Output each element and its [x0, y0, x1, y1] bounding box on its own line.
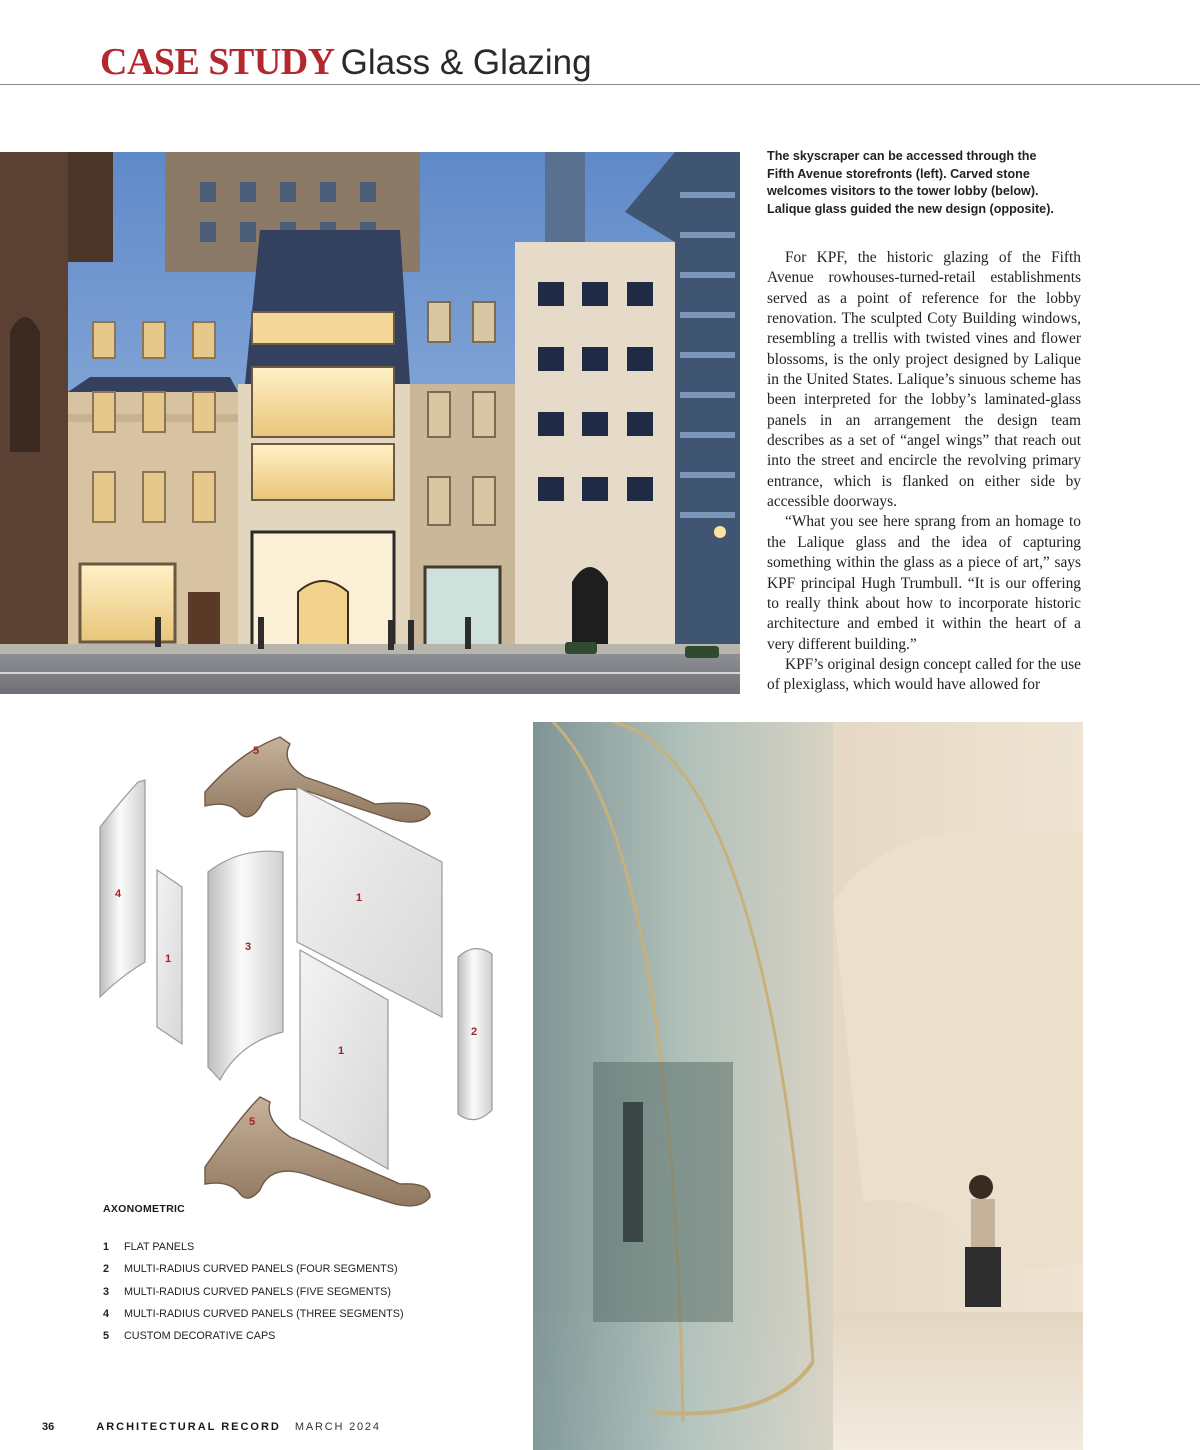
kicker: CASE STUDY [100, 41, 335, 83]
tag-label: 1 [165, 953, 172, 965]
lobby-photo [533, 722, 1083, 1450]
header-rule [0, 84, 1200, 85]
legend-label: MULTI-RADIUS CURVED PANELS (FIVE SEGMENTS) [124, 1285, 391, 1298]
section-title: Glass & Glazing [340, 43, 592, 82]
legend-number: 1 [103, 1241, 110, 1253]
diagram-title: AXONOMETRIC [103, 1203, 186, 1215]
body-paragraph: “What you see here sprang from an homage to the Lalique glass and the idea of capturing something within the glass as a piece of art,” says KPF principal Hugh Trumbull. “It is our offering to really think about how to incorporate historic architecture and embed it within the heart of a very different building.” [767, 513, 1081, 653]
tag-label: 1 [338, 1045, 345, 1057]
legend-number: 2 [103, 1263, 110, 1276]
page-footer [42, 1421, 381, 1433]
curved-panel-three-segments [100, 780, 145, 997]
legend-label: FLAT PANELS [124, 1241, 195, 1253]
legend-number: 3 [103, 1285, 110, 1298]
legend-item [103, 1238, 404, 1260]
photo-caption: The skyscraper can be accessed through the Fifth Avenue storefronts (left). Carved stone welcomes visitors to the tower lobby (below). Lalique glass guided the new design (opposite). [767, 149, 1054, 216]
legend-label: MULTI-RADIUS CURVED PANELS (FOUR SEGMENTS) [124, 1263, 398, 1276]
legend-label: CUSTOM DECORATIVE CAPS [124, 1330, 276, 1343]
body-paragraph: For KPF, the historic glazing of the Fifth Avenue rowhouses-turned-retail establishments served as a point of reference for the lobby renovation. The sculpted Coty Building windows, resembling a trellis with twisted vines and flower blossoms, is the only project designed by Lalique in the United States. Lalique’s sinuous scheme has been interpreted for the lobby’s laminated-glass panels in an arrangement the design team describes as a set of “angel wings” that reach out into the street and encircle the revolving primary entrance, which is flanked on either side by accessible doorways. [767, 249, 1081, 511]
tag-label: 3 [245, 941, 252, 953]
publication-name: ARCHITECTURAL RECORD [96, 1421, 281, 1433]
issue-date: MARCH 2024 [294, 1421, 381, 1433]
legend-item [103, 1283, 404, 1305]
legend-number: 5 [103, 1330, 110, 1343]
tag-label: 4 [115, 888, 122, 900]
storefronts-photo [0, 152, 740, 694]
legend-item [103, 1260, 404, 1282]
article-body [767, 248, 1081, 696]
legend-item [103, 1305, 404, 1327]
legend-label: MULTI-RADIUS CURVED PANELS (THREE SEGMENTS) [124, 1307, 404, 1320]
tag-label: 1 [356, 892, 363, 904]
curved-panel-five-segments [208, 851, 283, 1080]
tag-label: 5 [253, 745, 260, 757]
tag-label: 2 [471, 1026, 478, 1038]
tag-label: 5 [249, 1116, 256, 1128]
axonometric-diagram [90, 722, 520, 1222]
body-paragraph: KPF’s original design concept called for the use of plexiglass, which would have allowed for [767, 655, 1081, 694]
legend-item [103, 1327, 404, 1349]
page-number: 36 [42, 1421, 55, 1433]
page-header [100, 40, 592, 84]
diagram-legend [103, 1238, 404, 1349]
legend-number: 4 [103, 1307, 110, 1320]
